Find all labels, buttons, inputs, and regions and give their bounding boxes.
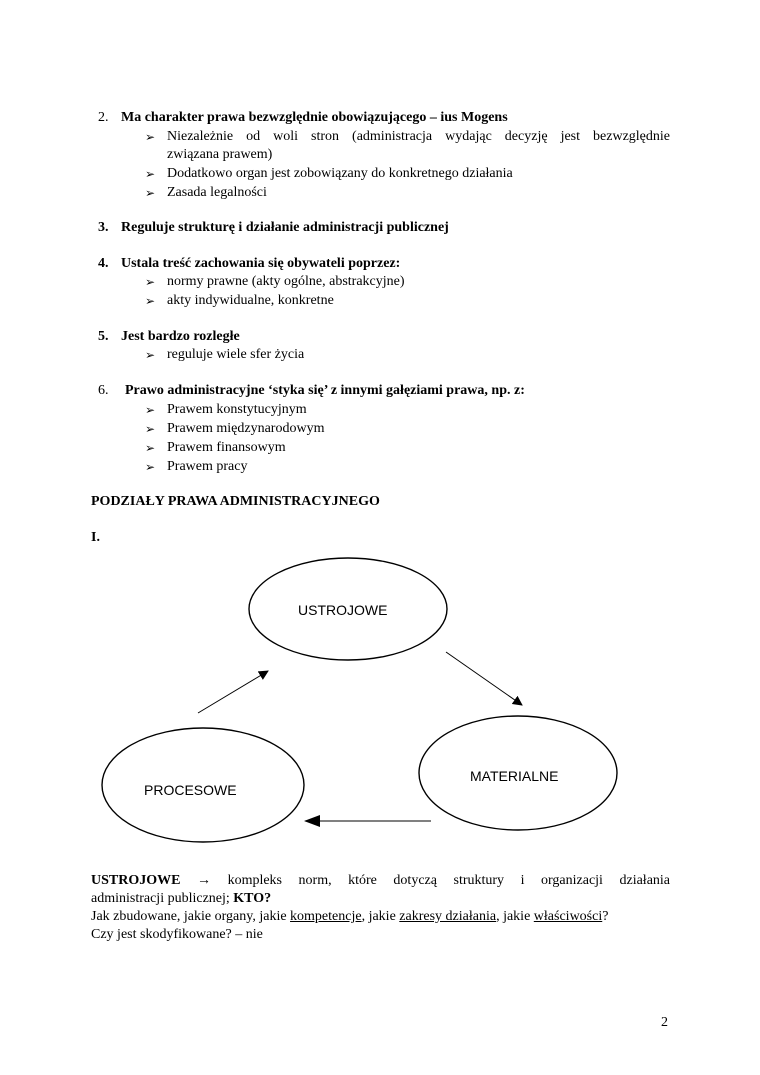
diagram-label-materialne: MATERIALNE xyxy=(470,768,559,784)
list-item-5-title: Jest bardzo rozległe xyxy=(121,329,240,344)
arrow-ustrojowe-to-materialne xyxy=(446,652,522,705)
underlined-wlasciwosci: właściwości xyxy=(533,909,603,924)
list-number-6: 6. xyxy=(98,383,109,398)
list-item-6-bullet: Prawem finansowym xyxy=(167,440,286,455)
bullet-arrow-icon: ➢ xyxy=(145,167,156,181)
list-item-3-title: Reguluje strukturę i działanie administracji publicznej xyxy=(121,220,449,235)
section-subheading: I. xyxy=(91,530,100,545)
diagram-label-ustrojowe: USTROJOWE xyxy=(298,602,388,618)
list-item-4-bullet-1: normy prawne (akty ogólne, abstrakcyjne) xyxy=(167,274,405,289)
list-number-5: 5. xyxy=(98,329,109,344)
bullet-arrow-icon: ➢ xyxy=(145,403,156,417)
underlined-zakresy: zakresy działania xyxy=(399,909,497,924)
bullet-arrow-icon: ➢ xyxy=(145,275,156,289)
list-item-5-bullet-1: reguluje wiele sfer życia xyxy=(167,347,305,362)
list-item-4-title: Ustala treść zachowania się obywateli poprzez: xyxy=(121,256,401,271)
list-item-6-title: Prawo administracyjne ‘styka się’ z innymi gałęziami prawa, np. z: xyxy=(125,383,525,398)
paragraph-term: USTROJOWE xyxy=(91,873,181,888)
paragraph-line-3 xyxy=(91,908,608,926)
section-heading: PODZIAŁY PRAWA ADMINISTRACYJNEGO xyxy=(91,494,380,509)
list-item-2-bullet-1-line-2: związana prawem) xyxy=(167,147,273,162)
bullet-arrow-icon: ➢ xyxy=(145,422,156,436)
right-arrow-icon: → xyxy=(197,873,212,888)
paragraph-line-2 xyxy=(91,890,271,908)
paragraph-line-1 xyxy=(91,872,670,890)
bullet-arrow-icon: ➢ xyxy=(145,441,156,455)
paragraph-line-3-text-c: , jakie xyxy=(496,909,531,924)
paragraph-line-3-text-d: ? xyxy=(602,909,609,924)
list-item-6-bullet: Prawem pracy xyxy=(167,459,248,474)
list-item-2-bullet-3: Zasada legalności xyxy=(167,185,267,200)
list-item-6-bullet: Prawem konstytucyjnym xyxy=(167,402,307,417)
paragraph-line-4: Czy jest skodyfikowane? – nie xyxy=(91,927,263,942)
bullet-arrow-icon: ➢ xyxy=(145,186,156,200)
paragraph-line-1-text: kompleks norm, które dotyczą struktury i organizacji działania xyxy=(227,873,671,888)
list-number-3: 3. xyxy=(98,220,109,235)
diagram-label-procesowe: PROCESOWE xyxy=(144,782,237,798)
list-item-4-bullet-2: akty indywidualne, konkretne xyxy=(167,293,334,308)
paragraph-line-3-text-a: Jak zbudowane, jakie organy, jakie xyxy=(91,909,287,924)
bullet-arrow-icon: ➢ xyxy=(145,294,156,308)
arrow-procesowe-to-ustrojowe xyxy=(198,671,268,713)
paragraph-line-3-text-b: , jakie xyxy=(361,909,396,924)
paragraph-line-2-bold: KTO? xyxy=(233,891,272,906)
bullet-arrow-icon: ➢ xyxy=(145,460,156,474)
paragraph-line-2-text: administracji publicznej; xyxy=(91,891,230,906)
bullet-arrow-icon: ➢ xyxy=(145,130,156,144)
list-item-2-bullet-2: Dodatkowo organ jest zobowiązany do konkretnego działania xyxy=(167,166,513,181)
underlined-kompetencje: kompetencje xyxy=(290,909,362,924)
list-number-4: 4. xyxy=(98,256,109,271)
list-number-2: 2. xyxy=(98,110,109,125)
list-item-2-bullet-1-line-1: Niezależnie od woli stron (administracja wydając decyzję jest bezwzględnie xyxy=(167,129,670,144)
list-item-6-bullet: Prawem międzynarodowym xyxy=(167,421,325,436)
page-number: 2 xyxy=(661,1015,668,1030)
list-item-2-title: Ma charakter prawa bezwzględnie obowiązującego – ius Mogens xyxy=(121,110,508,125)
bullet-arrow-icon: ➢ xyxy=(145,348,156,362)
